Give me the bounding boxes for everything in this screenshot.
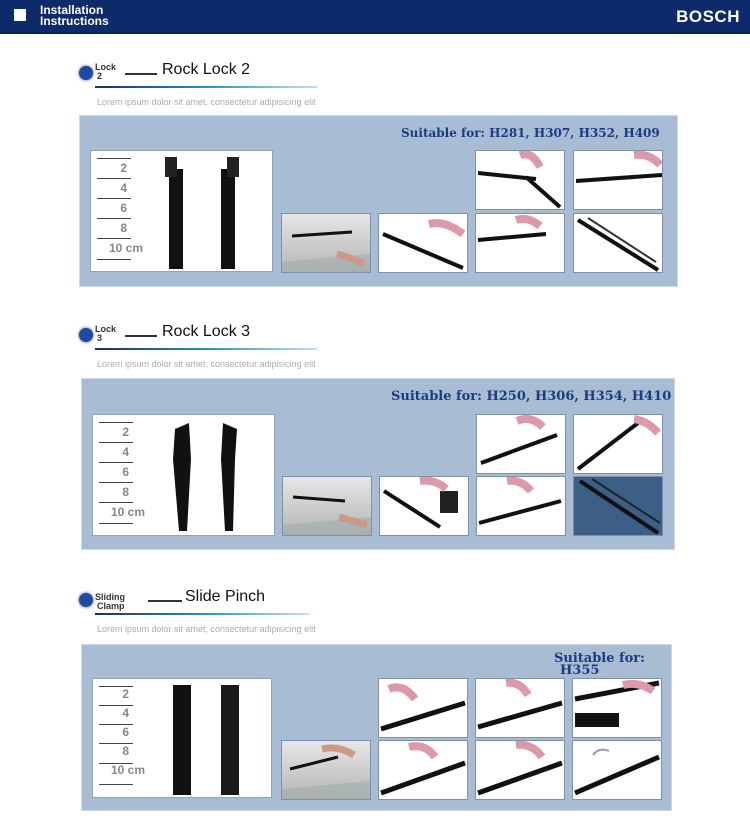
dash <box>148 600 182 602</box>
ruler-label: 8 <box>120 221 127 235</box>
dash <box>125 73 157 75</box>
section-mini-label: Lock 3 <box>95 324 117 343</box>
section-header <box>79 587 379 611</box>
step-photo-1 <box>378 213 468 273</box>
bullet-icon <box>79 593 93 607</box>
ruler-label: 8 <box>122 485 129 499</box>
title-underline <box>95 348 317 350</box>
section-rock-lock-3 <box>0 322 750 554</box>
step-photo-4 <box>476 476 566 536</box>
ruler-label: 6 <box>120 201 127 215</box>
adapter-photo-with-ruler <box>92 678 272 798</box>
adapter-image <box>161 419 261 533</box>
ruler-label: 6 <box>122 465 129 479</box>
step-photo-1 <box>378 678 468 738</box>
step-photo-2 <box>475 678 565 738</box>
section-title: Rock Lock 2 <box>162 61 251 78</box>
section-description: Lorem ipsum dolor sit amet, consectetur adipisicing elit <box>97 359 316 369</box>
step-photo-3 <box>573 414 663 474</box>
ruler-label: 2 <box>122 425 129 439</box>
section-slide-pinch <box>0 587 750 817</box>
section-description: Lorem ipsum dolor sit amet, consectetur adipisicing elit <box>97 624 316 634</box>
section-mini-label: Lock 2 <box>95 62 117 81</box>
brand-logo: BOSCH <box>676 7 740 26</box>
ruler-label: 10 cm <box>111 505 146 519</box>
car-rear-wiper-photo <box>281 740 371 800</box>
step-photo-2 <box>476 414 566 474</box>
section-rock-lock-2 <box>0 60 750 290</box>
step-photo-1 <box>379 476 469 536</box>
car-rear-wiper-photo <box>282 476 372 536</box>
ruler-label: 6 <box>122 725 129 739</box>
step-photo-5 <box>573 476 663 536</box>
adapter-photo-with-ruler <box>90 150 273 272</box>
section-title: Rock Lock 3 <box>162 323 251 340</box>
dash <box>125 335 157 337</box>
suitable-for-label: Suitable for: H281, H307, H352, H409 <box>401 126 660 140</box>
section-description: Lorem ipsum dolor sit amet, consectetur adipisicing elit <box>97 97 316 107</box>
ruler-label: 8 <box>122 744 129 758</box>
instruction-panel <box>81 644 672 811</box>
adapter-photo-with-ruler <box>92 414 275 536</box>
section-header <box>79 60 379 84</box>
adapter-image <box>161 683 261 795</box>
step-photo-5 <box>475 740 565 800</box>
section-mini-label: Sliding Clamp <box>95 592 125 611</box>
instruction-panel <box>79 115 678 287</box>
ruler-label: 4 <box>122 445 129 459</box>
ruler-label: 4 <box>120 181 127 195</box>
step-photo-4 <box>378 740 468 800</box>
suitable-for-label: Suitable for: H355 <box>554 651 645 678</box>
suitable-for-label: Suitable for: H250, H306, H354, H410 <box>391 389 672 404</box>
header-title: Installation Instructions <box>40 3 109 28</box>
car-rear-wiper-photo <box>281 213 371 273</box>
step-photo-3 <box>573 150 663 210</box>
ruler-label: 10 cm <box>109 241 144 255</box>
ruler-label: 2 <box>120 161 127 175</box>
title-underline <box>95 86 317 88</box>
bullet-icon <box>79 66 93 80</box>
square-icon <box>14 9 26 21</box>
step-photo-4 <box>475 213 565 273</box>
header-bar <box>0 0 750 34</box>
step-photo-2 <box>475 150 565 210</box>
ruler-label: 2 <box>122 687 129 701</box>
bullet-icon <box>79 328 93 342</box>
section-header <box>79 322 379 346</box>
section-title: Slide Pinch <box>185 588 266 605</box>
adapter-image <box>159 155 259 269</box>
title-underline <box>95 613 309 615</box>
instruction-panel <box>81 378 675 550</box>
step-photo-3 <box>572 678 662 738</box>
step-photo-6 <box>572 740 662 800</box>
ruler-label: 10 cm <box>111 763 146 777</box>
step-photo-5 <box>573 213 663 273</box>
ruler-label: 4 <box>122 706 129 720</box>
